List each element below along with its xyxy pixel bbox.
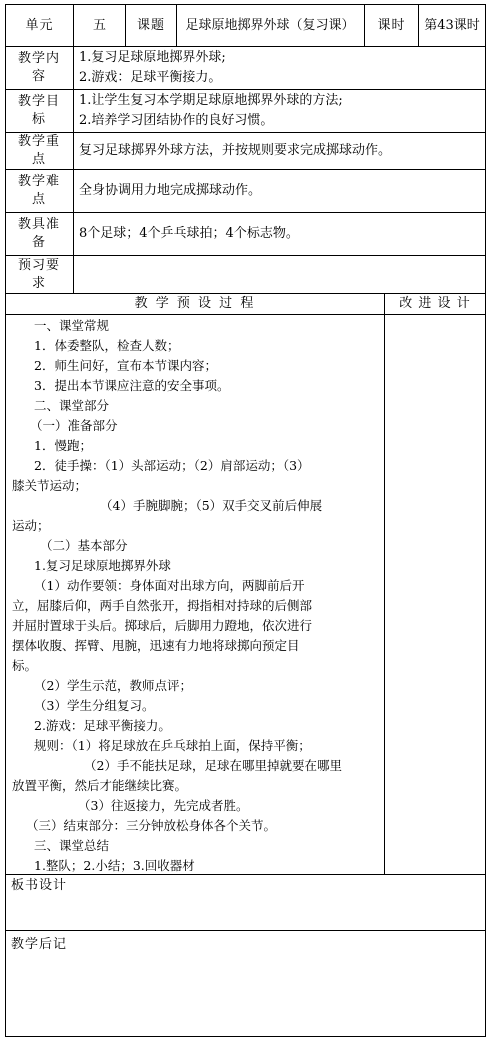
process-line: 2.游戏：足球平衡接力。 [34,718,171,733]
process-title: 教 学 预 设 过 程 [134,296,256,311]
process-line: 2．师生问好，宣布本节课内容； [34,358,217,373]
period-label: 课时 [377,17,406,33]
process-line: 立，屈膝后仰，两手自然张开，拇指相对持球的后侧部 [12,598,313,613]
goal-label: 教学目标 [17,94,60,127]
unit-label: 单元 [25,17,54,33]
preview-label: 预习要求 [17,257,60,291]
process-line: 规则：（1）将足球放在乒乓球拍上面，保持平衡； [34,738,311,753]
difficulty-label: 教学难点 [17,174,60,207]
process-line: （2）手不能扶足球，足球在哪里掉就要在哪里 [84,758,342,773]
process-line: （三）结束部分：三分钟放松身体各个关节。 [26,818,277,833]
process-line: （2）学生示范，教师点评； [34,678,192,693]
process-line: 运动； [12,518,50,533]
process-line: （3）往返接力，先完成者胜。 [78,798,249,813]
unit-value: 五 [92,17,106,33]
process-line: （二）基本部分 [40,538,128,553]
content-line: 1.复习足球原地掷界外球; [79,50,226,65]
content-label: 教学内容 [17,51,60,84]
content-lines [79,48,226,88]
reflection-label: 教学后记 [11,937,68,952]
key-label: 教学重点 [17,134,60,167]
topic-value: 足球原地掷界外球（复习课） [185,17,355,33]
process-line: 一、课堂常规 [34,318,110,333]
process-line: 二、课堂部分 [34,398,110,413]
process-line: 2．徒手操：（1）头部运动；（2）肩部运动；（3） [34,458,310,473]
process-line: （一）准备部分 [30,418,118,433]
process-line: （4）手腕脚腕；（5）双手交叉前后伸展 [100,498,323,513]
goal-lines [79,91,343,131]
goal-line: 2.培养学习团结协作的良好习惯。 [79,113,274,128]
board-label: 板书设计 [11,878,68,893]
process-body [6,315,384,873]
key-text: 复习足球掷界外球方法，并按规则要求完成掷球动作。 [79,143,392,158]
process-line: 1．体委整队，检查人数； [34,338,180,353]
equipment-text: 8个足球；4个乒乓球拍；4个标志物。 [79,226,299,241]
process-line: 并屈肘置球于头后。掷球后，后脚用力蹬地，依次进行 [12,618,313,633]
topic-label: 课题 [136,17,165,33]
process-line: 三、课堂总结 [34,838,110,853]
process-line: 标。 [12,658,38,673]
difficulty-text: 全身协调用力地完成掷球动作。 [79,183,262,198]
period-value: 第43课时 [424,17,480,33]
process-line: 3．提出本节课应注意的安全事项。 [34,378,230,393]
goal-line: 1.让学生复习本学期足球原地掷界外球的方法; [79,93,343,108]
process-line: 1．慢跑； [34,438,92,453]
process-line: 摆体收腹、挥臂、甩腕，迅速有力地将球掷向预定目 [12,638,300,653]
process-line: （3）学生分组复习。 [34,698,155,713]
process-line: （1）动作要领：身体面对出球方向，两脚前后开 [34,578,305,593]
improve-title: 改 进 设 计 [399,296,471,311]
process-line: 1.整队；2.小结；3.回收器材 [34,858,195,873]
process-line: 1.复习足球原地掷界外球 [34,558,171,573]
process-line: 放置平衡，然后才能继续比赛。 [12,778,188,793]
content-line: 2.游戏：足球平衡接力。 [79,70,222,85]
equipment-label: 教具准备 [17,217,60,250]
process-line: 膝关节运动； [12,478,88,493]
